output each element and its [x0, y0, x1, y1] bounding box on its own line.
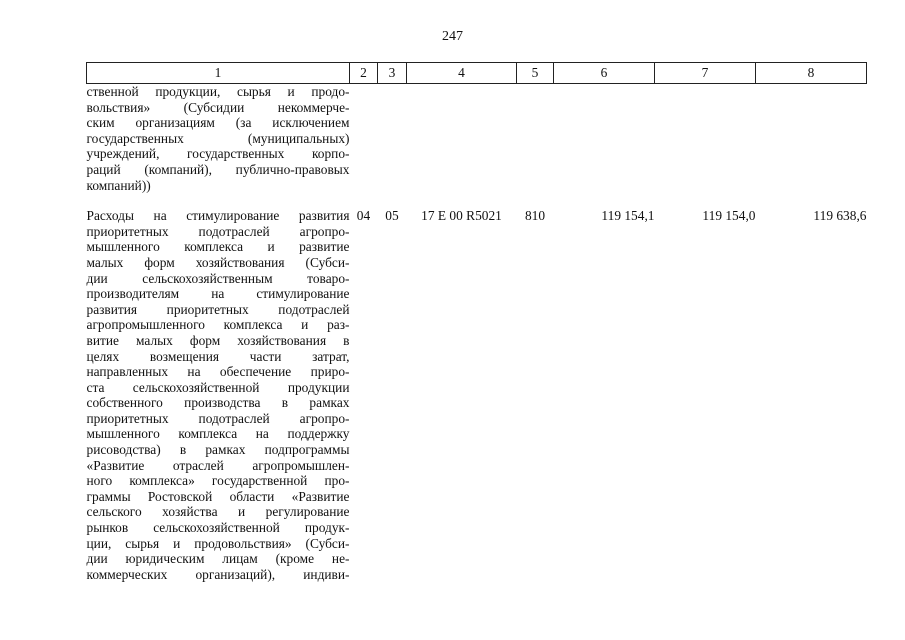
description-line: мышленного комплекса на поддержку — [86, 426, 350, 442]
description-line: мышленного комплекса и развитие — [86, 239, 350, 255]
table-row — [87, 84, 867, 208]
column-header-7: 7 — [655, 63, 756, 84]
description-line: развития приоритетных подотраслей — [86, 301, 350, 317]
description-line: дии сельскохозяйственным товаро- — [86, 270, 350, 286]
description-line: учреждений, государственных корпо- — [86, 146, 350, 162]
description-line: производителям на стимулирование — [86, 286, 350, 302]
description-line: ции, сырья и продовольствия» (Субси- — [86, 535, 350, 551]
description-line: ственной продукции, сырья и продо- — [86, 84, 350, 99]
description-line: целях возмещения части затрат, — [86, 348, 350, 364]
description-line: раций (компаний), публично-правовых — [86, 161, 350, 177]
description-line: ским организациям (за исключением — [86, 115, 350, 131]
description-line: приоритетных подотраслей агропро- — [86, 223, 350, 239]
cell-amount-col7: 119 154,0 — [702, 208, 756, 224]
description-line: рынков сельскохозяйственной продук- — [86, 520, 350, 536]
cell-amount-col7 — [655, 84, 756, 208]
description-line: ста сельскохозяйственной продукции — [86, 379, 350, 395]
description-line: вольствия» (Субсидии некоммерче- — [86, 99, 350, 115]
cell-section — [350, 84, 378, 208]
table-row — [87, 207, 867, 582]
budget-table — [86, 62, 867, 582]
cell-target-article: 17 Е 00 R5021 — [421, 208, 502, 224]
description-line: собственного производства в рамках — [86, 395, 350, 411]
description-line: ного комплекса» государственной про- — [86, 473, 350, 489]
description-line: граммы Ростовской области «Развитие — [86, 488, 350, 504]
description-line: коммерческих организаций), индиви- — [86, 566, 350, 582]
column-header-3: 3 — [378, 63, 407, 84]
cell-target-article — [407, 84, 517, 208]
description-line: витие малых форм хозяйствования в — [86, 332, 350, 348]
column-header-4: 4 — [407, 63, 517, 84]
cell-subsection: 05 — [385, 208, 399, 224]
row-description — [87, 84, 350, 208]
description-line: малых форм хозяйствования (Субси- — [86, 254, 350, 270]
description-line: государственных (муниципальных) — [86, 130, 350, 146]
cell-amount-col6: 119 154,1 — [601, 208, 655, 224]
description-line: сельского хозяйства и регулирование — [86, 504, 350, 520]
page-number: 247 — [442, 29, 463, 44]
cell-expense-type — [517, 84, 554, 208]
cell-amount-col8: 119 638,6 — [813, 208, 867, 224]
cell-amount-col6 — [554, 84, 655, 208]
column-header-1: 1 — [87, 63, 350, 84]
description-line: Расходы на стимулирование развития — [86, 208, 350, 224]
cell-expense-type: 810 — [524, 208, 546, 224]
description-line: рисоводства) в рамках подпрограммы — [86, 442, 350, 458]
column-header-6: 6 — [554, 63, 655, 84]
cell-amount-col8 — [756, 84, 867, 208]
description-line: дии юридическим лицам (кроме не- — [86, 551, 350, 567]
table-header-row — [87, 63, 867, 84]
column-header-5: 5 — [517, 63, 554, 84]
cell-subsection — [378, 84, 407, 208]
description-line: «Развитие отраслей агропромышлен- — [86, 457, 350, 473]
row-description — [87, 207, 350, 582]
description-line: направленных на обеспечение приро- — [86, 364, 350, 380]
description-line: компаний)) — [86, 177, 151, 193]
cell-section: 04 — [356, 208, 371, 224]
description-line: приоритетных подотраслей агропро- — [86, 410, 350, 426]
column-header-8: 8 — [756, 63, 867, 84]
description-line: агропромышленного комплекса и раз- — [86, 317, 350, 333]
column-header-2: 2 — [350, 63, 378, 84]
